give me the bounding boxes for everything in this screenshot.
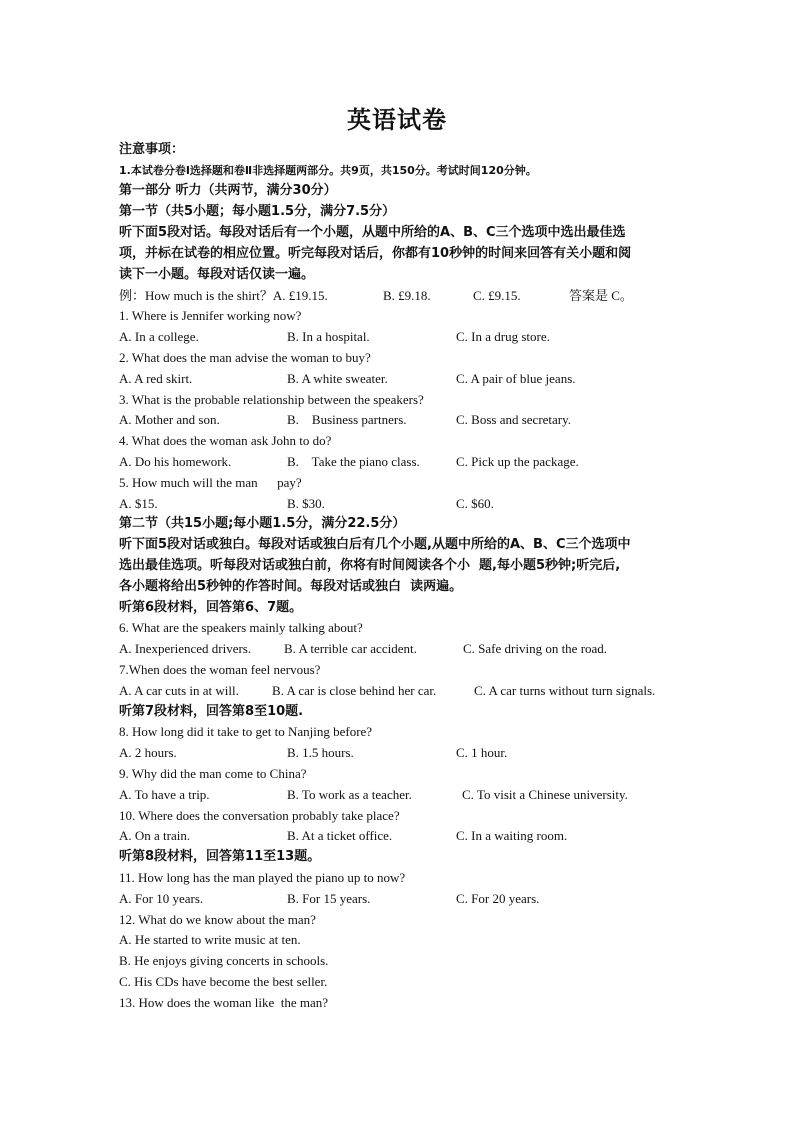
question-5: 5. How much will the man pay?	[119, 475, 302, 490]
question-13: 13. How does the woman like the man?	[119, 995, 329, 1010]
page-title: 英语试卷	[347, 106, 447, 134]
question-5-option-a: A. $15.	[119, 496, 158, 511]
question-9-option-a: A. To have a trip.	[119, 787, 210, 802]
question-8: 8. How long did it take to get to Nanjing before?	[119, 724, 373, 739]
question-1-option-c: C. In a drug store.	[456, 329, 550, 344]
question-12-option-a: A. He started to write music at ten.	[119, 932, 301, 947]
question-3-option-c: C. Boss and secretary.	[456, 412, 572, 427]
question-7-option-b: B. A car is close behind her car.	[272, 683, 437, 698]
notice-item-1: 1.本试卷分卷Ⅰ选择题和卷Ⅱ非选择题两部分。共9页，共150分。考试时间120分钟。	[119, 164, 537, 177]
section2-instruction-line: 各小题将给出5秒钟的作答时间。每段对话或独白 读两遍。	[119, 579, 463, 594]
question-2-option-c: C. A pair of blue jeans.	[456, 371, 576, 386]
question-5-option-b: B. $30.	[287, 496, 325, 511]
question-9: 9. Why did the man come to China?	[119, 766, 307, 781]
question-3-option-a: A. Mother and son.	[119, 412, 220, 427]
question-6-option-b: B. A terrible car accident.	[284, 641, 417, 656]
question-2-option-b: B. A white sweater.	[287, 371, 388, 386]
question-1-option-b: B. In a hospital.	[287, 329, 370, 344]
question-9-option-c: C. To visit a Chinese university.	[462, 787, 628, 802]
question-4: 4. What does the woman ask John to do?	[119, 433, 332, 448]
question-10-option-b: B. At a ticket office.	[287, 828, 393, 843]
section2-instruction-line: 听下面5段对话或独白。每段对话或独白后有几个小题,从题中所给的A、B、C三个选项中	[119, 537, 631, 552]
section2-heading: 第二节（共15小题;每小题1.5分，满分22.5分）	[119, 516, 406, 531]
question-4-option-b: B. Take the piano class.	[287, 454, 420, 469]
question-11-option-b: B. For 15 years.	[287, 891, 371, 906]
question-12-option-c: C. His CDs have become the best seller.	[119, 974, 328, 989]
question-10-option-a: A. On a train.	[119, 828, 191, 843]
example-option-c: C. £9.15.	[473, 288, 521, 303]
question-2-option-a: A. A red skirt.	[119, 371, 193, 386]
part1-heading: 第一部分 听力（共两节，满分30分）	[119, 183, 337, 198]
question-2: 2. What does the man advise the woman to buy?	[119, 350, 371, 365]
section1-instruction-line: 读下一小题。每段对话仅读一遍。	[119, 267, 315, 282]
example-option-b: B. £9.18.	[383, 288, 431, 303]
question-8-option-c: C. 1 hour.	[456, 745, 508, 760]
question-5-option-c: C. $60.	[456, 496, 494, 511]
question-9-option-b: B. To work as a teacher.	[287, 787, 412, 802]
question-12-option-b: B. He enjoys giving concerts in schools.	[119, 953, 329, 968]
question-12: 12. What do we know about the man?	[119, 912, 316, 927]
question-8-option-a: A. 2 hours.	[119, 745, 177, 760]
question-10: 10. Where does the conversation probably take place?	[119, 808, 400, 823]
question-3-option-b: B. Business partners.	[287, 412, 407, 427]
section2-instruction-line: 选出最佳选项。听每段对话或独白前，你将有时间阅读各个小 题,每小题5秒钟;听完后,	[119, 558, 621, 573]
question-6-option-c: C. Safe driving on the road.	[463, 641, 608, 656]
question-7-option-c: C. A car turns without turn signals.	[474, 683, 656, 698]
question-7: 7.When does the woman feel nervous?	[119, 662, 321, 677]
question-8-option-b: B. 1.5 hours.	[287, 745, 354, 760]
question-1-option-a: A. In a college.	[119, 329, 199, 344]
group-8-heading: 听第8段材料，回答第11至13题。	[119, 849, 321, 864]
question-6: 6. What are the speakers mainly talking about?	[119, 620, 363, 635]
group-6-heading: 听第6段材料，回答第6、7题。	[119, 600, 303, 615]
question-11-option-c: C. For 20 years.	[456, 891, 540, 906]
notice-heading: 注意事项：	[119, 142, 185, 157]
question-4-option-c: C. Pick up the package.	[456, 454, 579, 469]
example-answer: 答案是 C。	[569, 288, 633, 303]
section1-heading: 第一节（共5小题；每小题1.5分，满分7.5分）	[119, 204, 396, 219]
question-7-option-a: A. A car cuts in at will.	[119, 683, 239, 698]
question-4-option-a: A. Do his homework.	[119, 454, 232, 469]
question-11: 11. How long has the man played the piano up to now?	[119, 870, 406, 885]
question-11-option-a: A. For 10 years.	[119, 891, 204, 906]
example-question: 例：How much is the shirt？A. £19.15.	[119, 288, 328, 303]
question-1: 1. Where is Jennifer working now?	[119, 308, 302, 323]
section1-instruction-line: 听下面5段对话。每段对话后有一个小题，从题中所给的A、B、C三个选项中选出最佳选	[119, 225, 626, 240]
question-6-option-a: A. Inexperienced drivers.	[119, 641, 252, 656]
question-3: 3. What is the probable relationship between the speakers?	[119, 392, 424, 407]
group-7-heading: 听第7段材料，回答第8至10题.	[119, 704, 304, 719]
section1-instruction-line: 项，并标在试卷的相应位置。听完每段对话后，你都有10秒钟的时间来回答有关小题和阅	[119, 246, 632, 261]
question-10-option-c: C. In a waiting room.	[456, 828, 568, 843]
